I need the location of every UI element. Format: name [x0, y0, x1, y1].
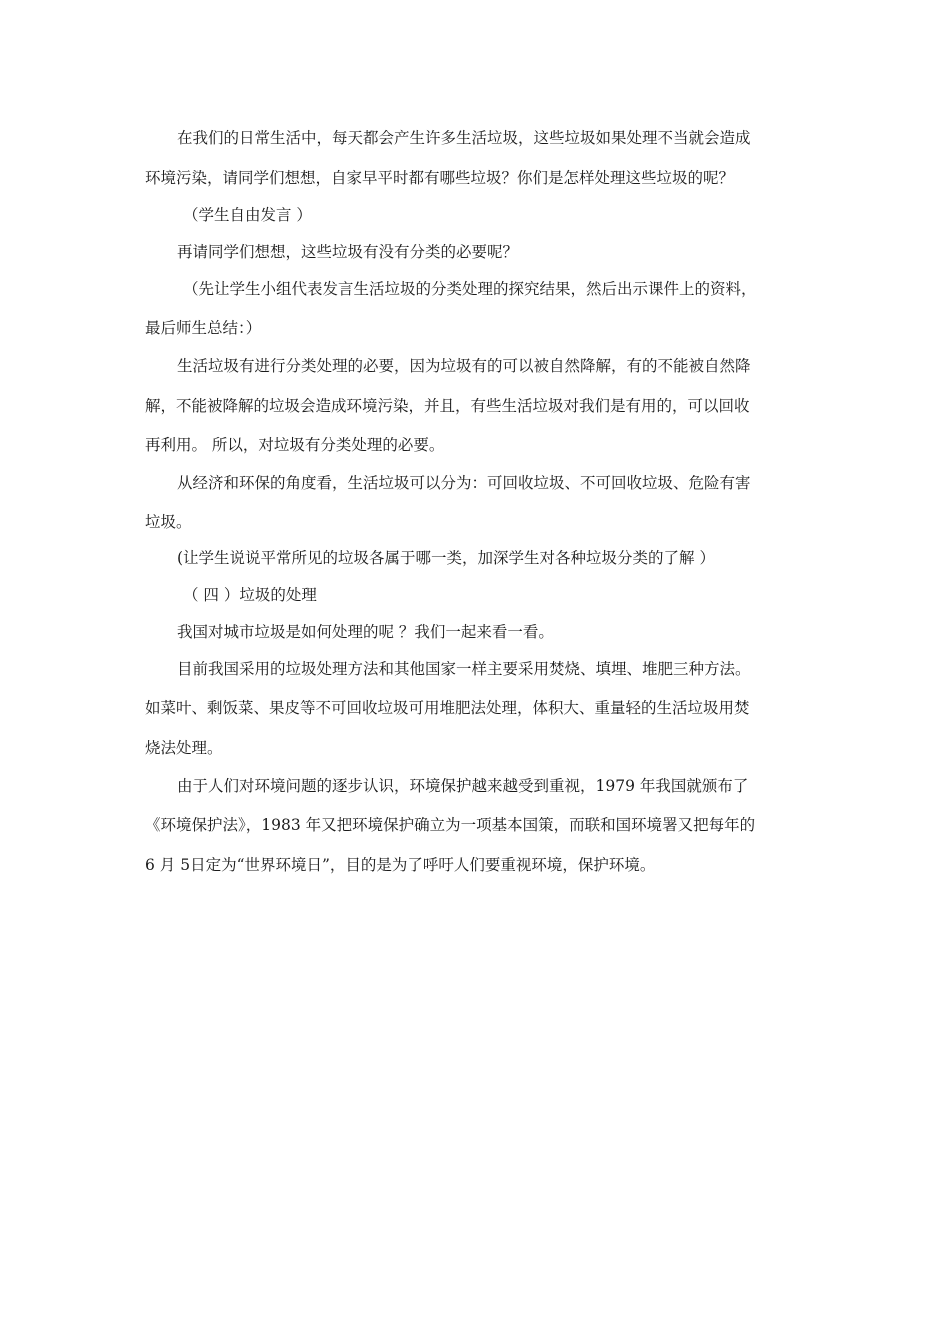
paragraph-line: 在我们的日常生活中，每天都会产生许多生活垃圾，这些垃圾如果处理不当就会造成	[177, 129, 751, 147]
paragraph-line: 我国对城市垃圾是如何处理的呢 ？我们一起来看一看。	[177, 623, 554, 641]
paragraph-line: （先让学生小组代表发言生活垃圾的分类处理的探究结果，然后出示课件上的资料，	[183, 280, 757, 298]
paragraph-line: 最后师生总结：）	[145, 319, 262, 337]
paragraph-line: 再利用。 所以，对垃圾有分类处理的必要。	[145, 436, 445, 454]
paragraph-line: 烧法处理。	[145, 739, 223, 757]
paragraph-line: 由于人们对环境问题的逐步认识，环境保护越来越受到重视，1979 年我国就颁布了	[177, 777, 749, 795]
paragraph-line: 生活垃圾有进行分类处理的必要，因为垃圾有的可以被自然降解，有的不能被自然降	[177, 357, 751, 375]
paragraph-line: 垃圾。	[145, 513, 192, 531]
paragraph-line: 解，不能被降解的垃圾会造成环境污染，并且，有些生活垃圾对我们是有用的，可以回收	[145, 397, 750, 415]
paragraph-line: 如菜叶、剩饭菜、果皮等不可回收垃圾可用堆肥法处理，体积大、重量轻的生活垃圾用焚	[145, 699, 750, 717]
paragraph-line: 6 月 5日定为“世界环境日”，目的是为了呼吁人们要重视环境，保护环境。	[145, 856, 656, 874]
paragraph-line: 从经济和环保的角度看，生活垃圾可以分为：可回收垃圾、不可回收垃圾、危险有害	[177, 474, 751, 492]
section-heading: （ 四 ）垃圾的处理	[183, 586, 317, 604]
paragraph-line: （学生自由发言 ）	[183, 206, 312, 224]
paragraph-line: 《环境保护法》，1983 年又把环境保护确立为一项基本国策，而联和国环境署又把每年的	[145, 816, 756, 834]
paragraph-line: 环境污染，请同学们想想，自家早平时都有哪些垃圾？你们是怎样处理这些垃圾的呢？	[145, 169, 735, 187]
paragraph-line: (让学生说说平常所见的垃圾各属于哪一类，加深学生对各种垃圾分类的了解 ）	[177, 549, 715, 567]
paragraph-line: 再请同学们想想，这些垃圾有没有分类的必要呢？	[177, 243, 519, 261]
paragraph-line: 目前我国采用的垃圾处理方法和其他国家一样主要采用焚烧、填埋、堆肥三种方法。	[177, 660, 751, 678]
